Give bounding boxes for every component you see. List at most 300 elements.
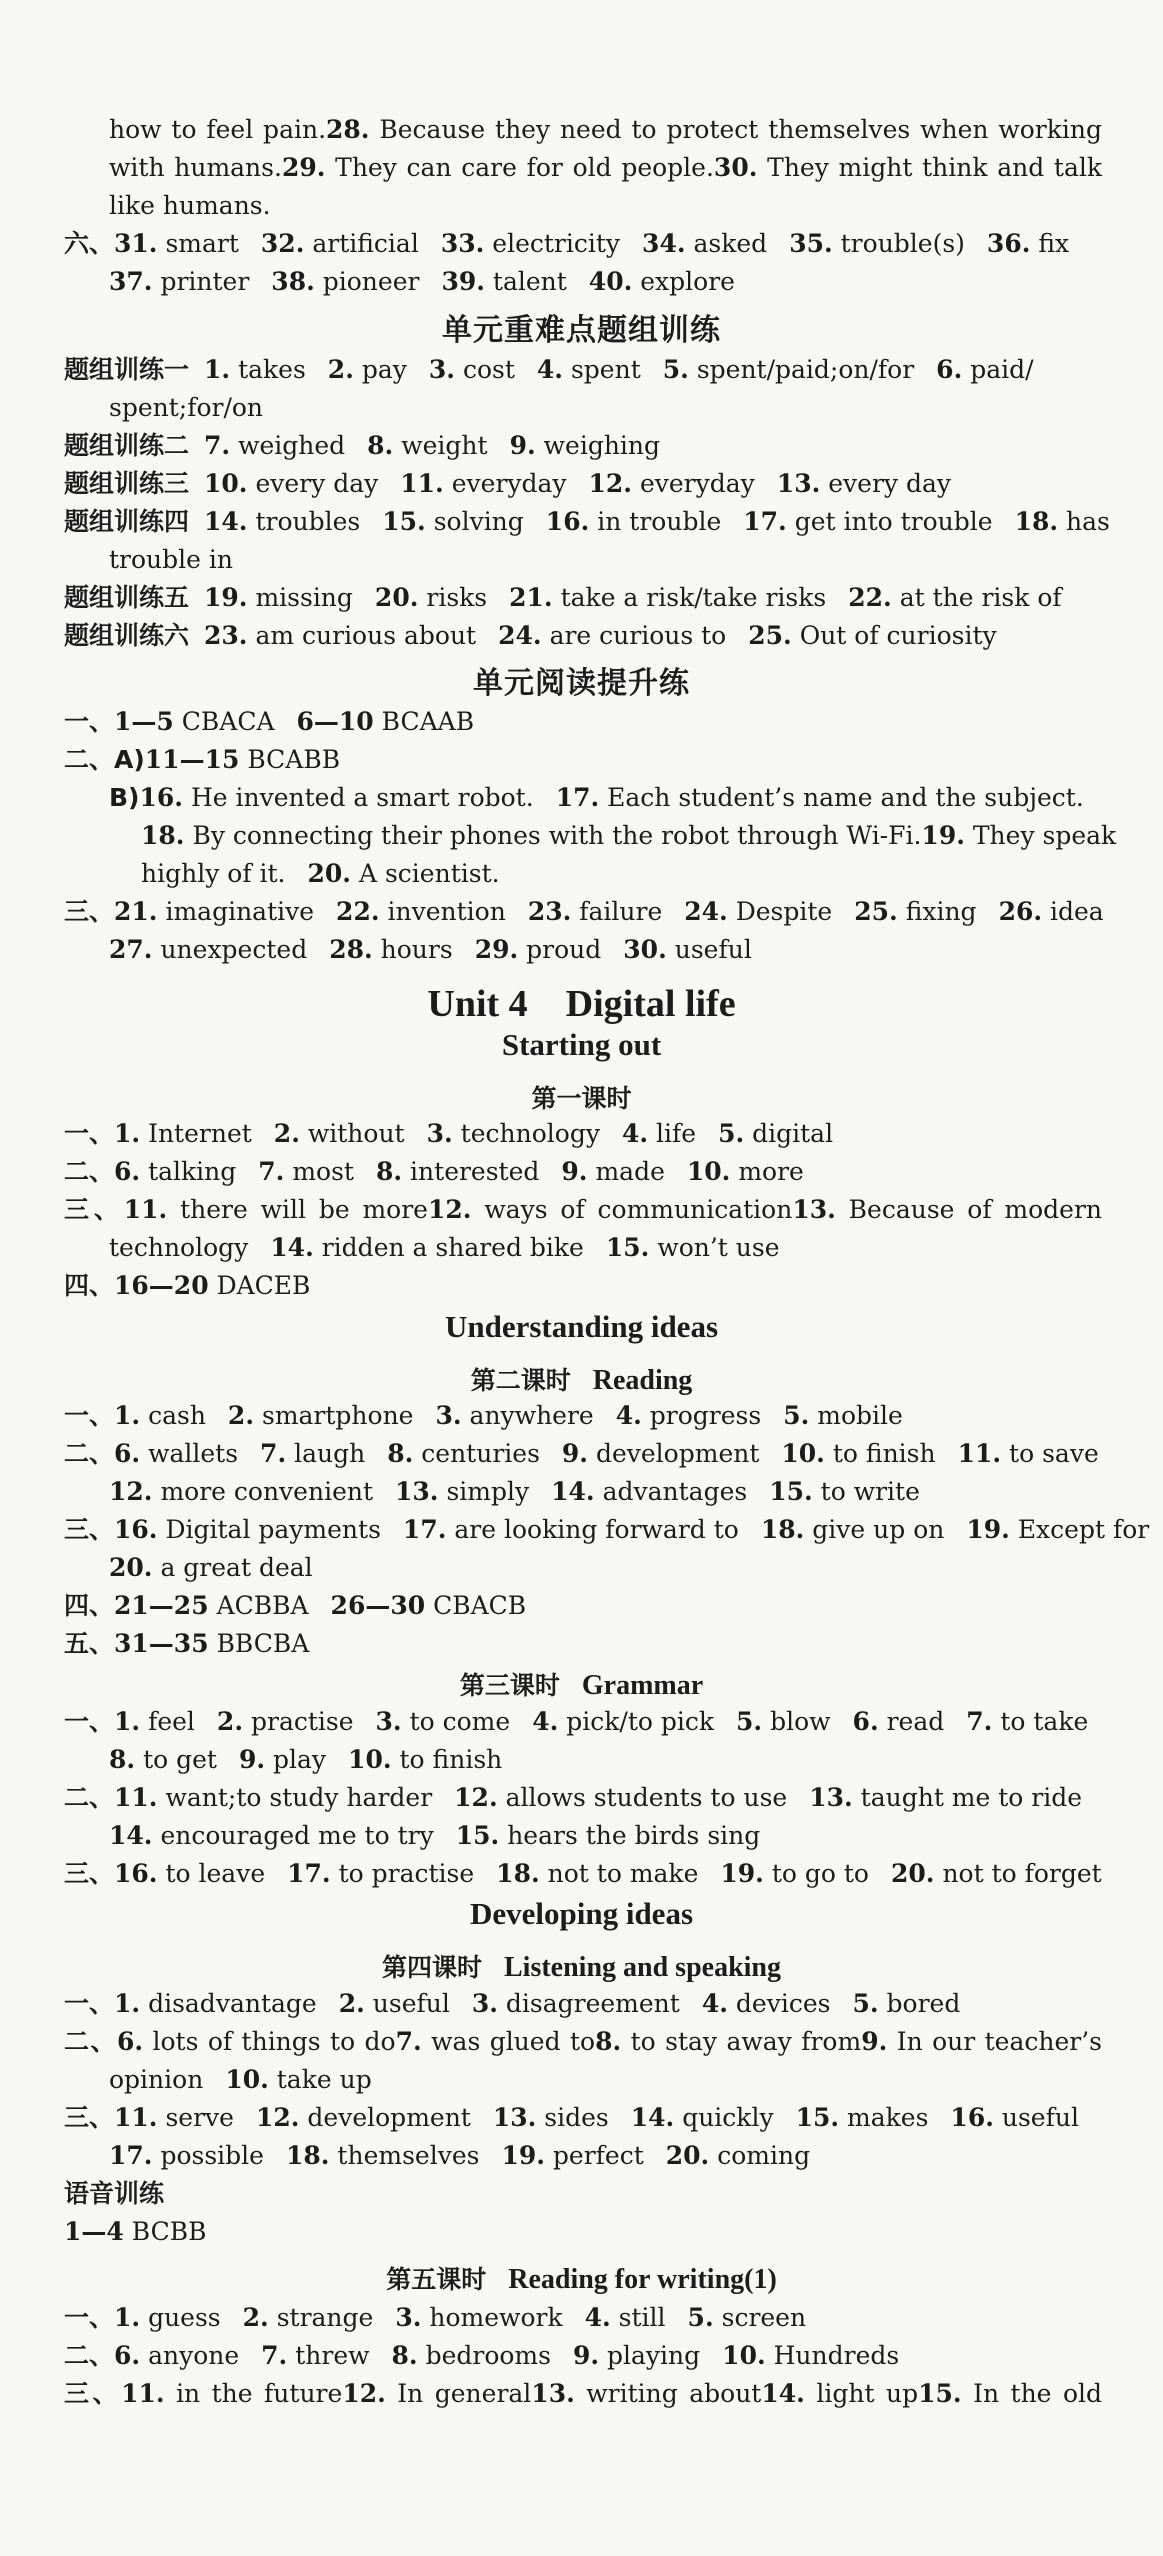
section-marker: 二、 [64, 1439, 115, 1468]
item-number: 26. [998, 897, 1043, 926]
section-marker: 一、 [64, 1401, 115, 1430]
item-number: 19. [204, 583, 248, 612]
answer-line [64, 1513, 1163, 1547]
answer-item [783, 1401, 903, 1430]
item-answer: to leave [165, 1859, 266, 1888]
item-answer: guess [148, 2303, 221, 2332]
item-number: 11. [114, 1783, 158, 1812]
answer-item [748, 621, 996, 650]
answer-line [64, 1781, 1104, 1815]
item-number: 11. [400, 469, 444, 498]
item-answer: everyday [451, 469, 567, 498]
answer-item [853, 1707, 945, 1736]
item-number: 26—30 [330, 1591, 426, 1620]
answer-line [64, 1117, 855, 1151]
item-number: 21. [509, 583, 553, 612]
item-answer: to write [820, 1477, 920, 1506]
item-number: 16. [950, 2103, 994, 2132]
answer-item [546, 507, 721, 536]
answer-line [109, 1231, 802, 1265]
item-number: 13. [792, 1195, 836, 1224]
answer-line [64, 1589, 548, 1623]
item-number: 5. [662, 355, 689, 384]
item-number: 17. [109, 2141, 153, 2170]
item-number: 12. [454, 1783, 498, 1812]
item-number: 9. [561, 1439, 589, 1468]
answer-item [331, 1591, 527, 1620]
item-answer: Each student’s name and the subject. [607, 783, 1084, 812]
answer-line [64, 2025, 1102, 2059]
answer-item [789, 229, 965, 258]
item-number: 6. [114, 2341, 141, 2370]
item-number: 1—4 [64, 2217, 124, 2246]
answer-item [966, 1707, 1088, 1736]
answer-item [537, 355, 641, 384]
item-number: 5. [718, 1119, 745, 1148]
answer-item [375, 583, 487, 612]
answer-item [328, 355, 407, 384]
item-answer: talent [492, 267, 567, 296]
answer-item [387, 1439, 540, 1468]
answer-item [936, 355, 1033, 384]
answer-item [761, 2379, 918, 2408]
answer-item [395, 1477, 529, 1506]
section-marker: 二、 [64, 1157, 115, 1186]
item-answer: artificial [312, 229, 419, 258]
item-number: 6. [852, 1707, 879, 1736]
lesson-title: 第三课时 Grammar [459, 1670, 704, 1701]
item-answer: screen [721, 2303, 807, 2332]
item-answer: technology [109, 1233, 249, 1262]
item-answer: opinion [109, 2065, 204, 2094]
section-title: Starting out [501, 1027, 662, 1062]
item-answer: themselves [337, 2141, 480, 2170]
answer-item [114, 1591, 309, 1620]
item-answer: imaginative [165, 897, 315, 926]
item-number: 14. [630, 2103, 675, 2132]
answer-item [114, 1783, 432, 1812]
item-answer: ways of communication [484, 1195, 793, 1224]
answer-item [225, 2065, 371, 2094]
item-number: 17. [287, 1859, 331, 1888]
answer-item [606, 1233, 780, 1262]
item-answer: simply [446, 1477, 530, 1506]
item-number: 10. [204, 469, 248, 498]
item-number: 40. [588, 267, 633, 296]
item-number: 2. [216, 1707, 244, 1736]
answer-item [441, 267, 566, 296]
item-answer: disadvantage [148, 1989, 317, 2018]
answer-item [441, 229, 620, 258]
item-number: 1. [114, 1119, 141, 1148]
item-answer: anyone [148, 2341, 240, 2370]
item-number: 3. [471, 1989, 498, 2018]
item-answer: BCABB [247, 745, 341, 774]
answer-line [64, 2215, 228, 2249]
item-answer: BBCBA [216, 1629, 310, 1658]
item-answer: want;to study harder [165, 1783, 433, 1812]
item-answer: lots of things to do [152, 2027, 396, 2056]
answer-item [141, 859, 286, 888]
answer-item [532, 1707, 714, 1736]
item-number: 4. [584, 2303, 611, 2332]
item-number: 6—10 [296, 707, 374, 736]
item-number: 7. [395, 2027, 422, 2056]
answer-item [427, 1119, 600, 1148]
item-number: 34. [642, 229, 686, 258]
answer-item [109, 2065, 203, 2094]
item-answer: devices [735, 1989, 831, 2018]
item-answer: in the future [176, 2379, 343, 2408]
item-number: 15. [918, 2379, 962, 2408]
answer-item [243, 2303, 374, 2332]
answer-item [562, 1439, 759, 1468]
answer-line [64, 705, 496, 739]
item-answer: fixing [905, 897, 977, 926]
item-answer: anywhere [469, 1401, 594, 1430]
item-number: 38. [271, 267, 315, 296]
item-answer: useful [1001, 2103, 1079, 2132]
item-answer: By connecting their phones with the robot through Wi-Fi. [192, 821, 922, 850]
item-answer: He invented a smart robot. [190, 783, 534, 812]
answer-item [256, 2103, 471, 2132]
section-marker: 一、 [64, 1119, 115, 1148]
answer-item [297, 707, 475, 736]
item-number: 10. [225, 2065, 269, 2094]
answer-item [493, 2103, 609, 2132]
item-number: 19. [966, 1515, 1010, 1544]
item-answer: light up [816, 2379, 919, 2408]
text-line: spent;for/on [109, 393, 264, 422]
item-answer: to finish [832, 1439, 936, 1468]
item-number: 19. [921, 821, 965, 850]
item-answer: digital [752, 1119, 834, 1148]
item-answer: Internet [148, 1119, 252, 1148]
item-number: 3. [426, 1119, 453, 1148]
answer-line [109, 781, 1106, 815]
item-answer: fix [1038, 229, 1070, 258]
item-answer: takes [238, 355, 306, 384]
answer-item [261, 2341, 369, 2370]
section-marker: 一、 [64, 707, 115, 736]
item-answer: Hundreds [773, 2341, 900, 2370]
item-number: 11—15 [144, 745, 240, 774]
item-number: 3. [428, 355, 456, 384]
item-answer: to stay away from [630, 2027, 862, 2056]
item-number: 4. [621, 1119, 649, 1148]
item-answer: serve [165, 2103, 234, 2132]
item-number: 13. [492, 2103, 537, 2132]
item-answer: perfect [552, 2141, 644, 2170]
answer-item [109, 1821, 434, 1850]
item-number: 11. [114, 2103, 158, 2132]
item-answer: bedrooms [425, 2341, 551, 2370]
section-marker: B) [109, 783, 140, 812]
item-answer: play [273, 1745, 327, 1774]
item-answer: They speak [972, 821, 1117, 850]
item-answer: hours [380, 935, 453, 964]
item-answer: solving [433, 507, 524, 536]
answer-item [141, 821, 921, 850]
answer-item [286, 2141, 479, 2170]
item-answer: without [307, 1119, 405, 1148]
item-number: 6. [116, 2027, 144, 2056]
item-number: 15. [455, 1821, 500, 1850]
item-number: 24. [684, 897, 728, 926]
item-number: 14. [109, 1821, 153, 1850]
item-number: 27. [109, 935, 153, 964]
item-number: 16. [114, 1515, 158, 1544]
item-number: 23. [527, 897, 572, 926]
answer-item [396, 2027, 596, 2056]
answer-item [217, 1707, 354, 1736]
answer-item [501, 2141, 643, 2170]
item-number: 8. [391, 2341, 418, 2370]
item-number: 11. [123, 1195, 168, 1224]
answer-line [64, 1437, 1121, 1471]
group-line [64, 581, 1084, 615]
item-number: 1. [114, 2303, 141, 2332]
item-number: 39. [441, 267, 485, 296]
answer-line [109, 2063, 394, 2097]
answer-item [139, 783, 533, 812]
answer-item [114, 2103, 234, 2132]
answer-line [64, 743, 362, 777]
answer-item [528, 897, 662, 926]
item-number: 10. [781, 1439, 825, 1468]
item-number: 7. [258, 1157, 285, 1186]
item-answer: technology [460, 1119, 600, 1148]
item-answer: homework [429, 2303, 563, 2332]
item-answer: not to make [547, 1859, 699, 1888]
answer-item [117, 2027, 396, 2056]
item-answer: read [886, 1707, 945, 1736]
item-number: 13. [531, 2379, 575, 2408]
item-answer: paid/ [970, 355, 1034, 384]
item-answer: life [656, 1119, 697, 1148]
answer-item [688, 2303, 807, 2332]
answer-item [395, 2303, 562, 2332]
answer-item [510, 431, 660, 460]
item-answer: to finish [399, 1745, 503, 1774]
item-number: 1—5 [114, 707, 174, 736]
answer-item [642, 229, 767, 258]
item-number: 7. [204, 431, 231, 460]
answer-line [64, 1857, 1124, 1891]
item-answer: most [292, 1157, 354, 1186]
item-number: 4. [536, 355, 564, 384]
answer-item [109, 1745, 217, 1774]
item-answer: interested [410, 1157, 540, 1186]
item-number: 22. [848, 583, 892, 612]
item-answer: blow [770, 1707, 831, 1736]
item-number: 8. [387, 1439, 414, 1468]
item-number: 17. [555, 783, 600, 812]
item-number: 20. [109, 1553, 153, 1582]
item-number: 3. [375, 1707, 402, 1736]
answer-item [958, 1439, 1099, 1468]
answer-item [308, 859, 500, 888]
item-number: 3. [435, 1401, 462, 1430]
section-marker: 五、 [64, 1629, 115, 1658]
section-marker: 四、 [64, 1591, 115, 1620]
item-answer: not to forget [942, 1859, 1102, 1888]
item-answer: electricity [492, 229, 621, 258]
item-number: 1. [114, 1989, 141, 2018]
item-answer: In general [397, 2379, 532, 2408]
item-number: 5. [852, 1989, 879, 2018]
item-answer: weighing [543, 431, 661, 460]
item-answer: BCAAB [381, 707, 475, 736]
item-answer: give up on [812, 1515, 945, 1544]
item-number: 37. [109, 267, 153, 296]
text-line: like humans. [109, 191, 271, 220]
item-number: 14. [551, 1477, 595, 1506]
item-answer: to come [409, 1707, 511, 1736]
item-number: 2. [273, 1119, 300, 1148]
answer-item [270, 1233, 584, 1262]
item-answer: makes [847, 2103, 929, 2132]
item-number: 9. [509, 431, 536, 460]
item-answer: risks [426, 583, 488, 612]
group-label: 题组训练二 [64, 431, 190, 460]
item-answer: wallets [148, 1439, 239, 1468]
item-number: 18. [141, 821, 185, 850]
item-answer: proud [526, 935, 602, 964]
group-line [64, 353, 1056, 387]
item-answer: weighed [238, 431, 346, 460]
item-answer: Except for [1017, 1515, 1150, 1544]
answer-item [271, 267, 419, 296]
item-number: 25. [748, 621, 792, 650]
item-answer: Out of curiosity [799, 621, 997, 650]
answer-item [429, 355, 515, 384]
item-answer: Because of modern [848, 1195, 1103, 1224]
item-number: 6. [114, 1439, 141, 1468]
section-marker: 一、 [64, 1989, 115, 2018]
item-number: 8. [109, 1745, 136, 1774]
item-number: 2. [242, 2303, 269, 2332]
answer-item [329, 935, 453, 964]
item-number: 10. [722, 2341, 766, 2370]
answer-item [382, 507, 524, 536]
answer-item [114, 1629, 309, 1658]
item-answer: are looking forward to [454, 1515, 739, 1544]
item-number: 9. [861, 2027, 888, 2056]
item-number: 7. [261, 2341, 288, 2370]
answer-line [109, 1475, 942, 1509]
answer-item [891, 1859, 1102, 1888]
item-answer: quickly [682, 2103, 774, 2132]
item-number: 4. [615, 1401, 642, 1430]
lesson-title: 第二课时 Reading [470, 1365, 693, 1396]
item-number: 2. [327, 355, 354, 384]
item-number: 15. [795, 2103, 840, 2132]
answer-line [109, 1551, 335, 1585]
section-marker: 四、 [64, 1271, 115, 1300]
item-number: 7. [966, 1707, 993, 1736]
section-heading: 单元阅读提升练 [473, 666, 690, 701]
item-answer: spent/paid;on/for [696, 355, 915, 384]
item-answer: missing [255, 583, 353, 612]
answer-item [616, 1401, 761, 1430]
group-label: 题组训练四 [64, 507, 190, 536]
answer-item [114, 1989, 317, 2018]
item-number: 5. [736, 1707, 763, 1736]
item-number: 1. [114, 1707, 141, 1736]
item-number: 3. [395, 2303, 422, 2332]
answer-item [435, 1401, 593, 1430]
answer-item [239, 1745, 326, 1774]
answer-item [777, 469, 951, 498]
item-answer: In the old [973, 2379, 1102, 2408]
lesson-title: 第一课时 [531, 1084, 632, 1113]
section-marker: 二、A) [64, 745, 145, 774]
item-answer: BCBB [131, 2217, 207, 2246]
item-number: 12. [588, 469, 633, 498]
item-number: 14. [204, 507, 248, 536]
item-answer: cash [148, 1401, 206, 1430]
answer-item [666, 2141, 810, 2170]
item-answer: highly of it. [141, 859, 286, 888]
text-line: how to feel pain.28. Because they need to protect themselves when working [109, 115, 1102, 144]
answer-item [109, 935, 307, 964]
item-answer: smartphone [261, 1401, 414, 1430]
item-answer: trouble(s) [840, 229, 965, 258]
item-answer: strange [276, 2303, 374, 2332]
answer-item [114, 707, 275, 736]
item-answer: spent [570, 355, 641, 384]
answer-item [124, 1195, 428, 1224]
item-number: 12. [109, 1477, 153, 1506]
answer-line [64, 895, 1126, 929]
item-answer: am curious about [255, 621, 477, 650]
item-number: 15. [769, 1477, 813, 1506]
item-number: 20. [307, 859, 352, 888]
lesson-title: 第四课时 Listening and speaking [381, 1952, 781, 1983]
answer-item [109, 2141, 264, 2170]
item-number: 20. [374, 583, 419, 612]
item-number: 21—25 [114, 1591, 209, 1620]
answer-item [950, 2103, 1079, 2132]
item-answer: to practise [338, 1859, 475, 1888]
item-number: 9. [561, 1157, 588, 1186]
item-answer: explore [640, 267, 735, 296]
item-answer: pioneer [322, 267, 420, 296]
item-answer: take a risk/take risks [560, 583, 827, 612]
answer-item [145, 745, 340, 774]
answer-line [109, 933, 774, 967]
item-answer: taught me to ride [860, 1783, 1083, 1812]
answer-item [428, 1195, 792, 1224]
item-number: 22. [336, 897, 380, 926]
item-number: 28. [329, 935, 373, 964]
group-label: 题组训练三 [64, 469, 190, 498]
answer-item [114, 1271, 310, 1300]
answer-item [109, 1553, 313, 1582]
item-number: 1. [204, 355, 231, 384]
answer-item [720, 1859, 869, 1888]
answer-item [342, 2379, 531, 2408]
answer-item [556, 783, 1084, 812]
answer-line [141, 857, 522, 891]
phonetics-label: 语音训练 [64, 2179, 165, 2208]
answer-line [109, 265, 757, 299]
answer-item [109, 1233, 248, 1262]
answer-item [204, 431, 345, 460]
answer-line [64, 227, 1091, 261]
answer-item [287, 1859, 474, 1888]
